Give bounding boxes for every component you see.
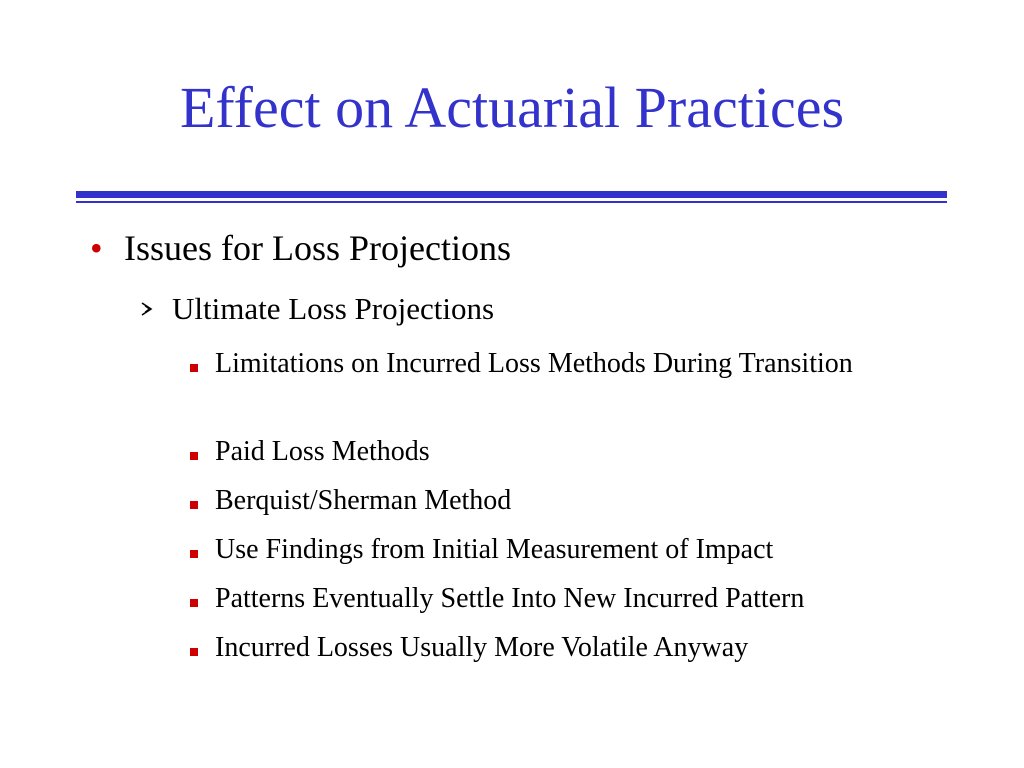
bullet-level2-text: Ultimate Loss Projections bbox=[172, 291, 495, 326]
square-bullet-icon bbox=[190, 452, 198, 460]
bullet-level3-text: Patterns Eventually Settle Into New Incurred Pattern bbox=[215, 583, 805, 614]
bullet-level3-text: Use Findings from Initial Measurement of Impact bbox=[215, 534, 774, 565]
bullet-level3-text: Paid Loss Methods bbox=[215, 436, 430, 467]
square-bullet-icon bbox=[190, 364, 198, 372]
square-bullet-icon bbox=[190, 599, 198, 607]
bullet-level3-text: Incurred Losses Usually More Volatile Anyway bbox=[215, 632, 749, 663]
title-divider-thick bbox=[76, 191, 947, 198]
title-divider-thin bbox=[76, 201, 947, 203]
bullet-level3-text: Berquist/Sherman Method bbox=[215, 485, 512, 516]
round-bullet-icon: • bbox=[90, 228, 103, 268]
square-bullet-icon bbox=[190, 648, 198, 656]
square-bullet-icon bbox=[190, 550, 198, 558]
chevron-arrow-icon bbox=[140, 302, 154, 316]
slide-title: Effect on Actuarial Practices bbox=[179, 75, 845, 140]
bullet-level1-text: Issues for Loss Projections bbox=[124, 228, 511, 268]
bullet-level3-text: Limitations on Incurred Loss Methods During Transition bbox=[215, 348, 853, 379]
square-bullet-icon bbox=[190, 501, 198, 509]
